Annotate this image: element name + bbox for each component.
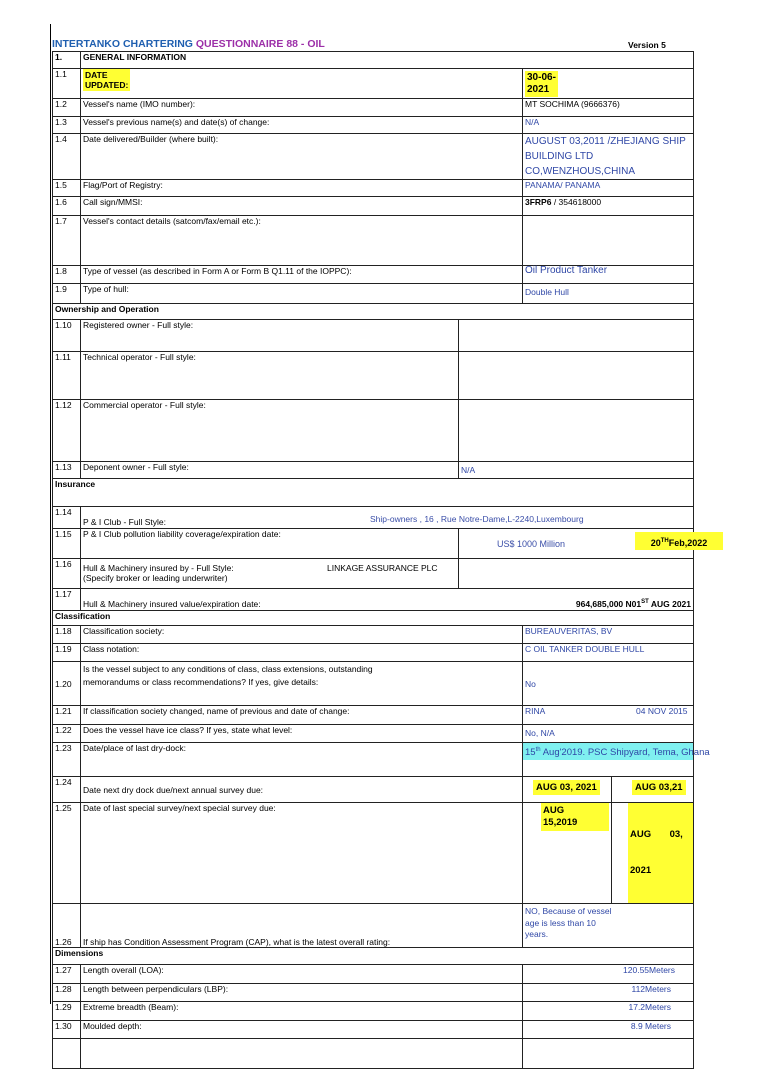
row-1-17 — [53, 589, 694, 611]
expiry-day: 20 — [650, 538, 661, 548]
row-1-22 — [53, 725, 694, 743]
coverage-expiry — [635, 532, 723, 550]
row-label: Flag/Port of Registry: — [81, 180, 523, 197]
section-title: Classification — [53, 611, 694, 626]
hm-expiry-day: 01 — [631, 598, 642, 609]
row-1-30 — [53, 1021, 694, 1039]
drydock-highlight — [523, 743, 710, 760]
coverage-amount: US$ 1000 Million — [497, 539, 566, 549]
row-label: Type of hull: — [81, 284, 523, 304]
registered-owner-value — [459, 320, 694, 352]
next-drydock-date: AUG 03, 2021 — [533, 780, 600, 795]
row-1-13 — [53, 462, 694, 479]
section-dimensions-row — [53, 948, 694, 965]
row-number: 1.9 — [53, 284, 81, 304]
builder-line-2: BUILDING LTD CO,WENZHOUS,CHINA — [525, 151, 635, 177]
technical-operator-value — [459, 352, 694, 400]
row-1-6 — [53, 197, 694, 216]
row-blank — [53, 1039, 694, 1069]
row-number: 1.27 — [53, 965, 81, 984]
beam-value: 17.2Meters — [523, 1002, 694, 1021]
hm-label-line-1: Hull & Machinery insured by - Full Style: — [83, 563, 234, 573]
conditions-label-line-2: memorandums or class recommendations? If yes, give details: — [83, 677, 319, 687]
date-updated-line-1: 30-06- — [527, 72, 556, 83]
row-number — [53, 1039, 81, 1069]
row-number: 1.26 — [53, 904, 81, 948]
cap-line-1: NO, Because of vessel — [525, 906, 612, 916]
builder-line-1: AUGUST 03,2011 /ZHEJIANG SHIP — [525, 136, 686, 147]
row-number: 1.20 — [53, 662, 81, 706]
row-number: 1.29 — [53, 1002, 81, 1021]
pollution-coverage-value — [459, 529, 708, 559]
row-label: Technical operator - Full style: — [81, 352, 459, 400]
pi-club-label: P & I Club - Full Style: — [83, 517, 166, 527]
row-1-23 — [53, 743, 694, 777]
row-1-1 — [53, 69, 694, 99]
section-general-row — [53, 52, 694, 69]
date-label-line-2: UPDATED: — [85, 80, 129, 90]
row-label — [81, 1039, 523, 1069]
cap-rating-value — [523, 904, 694, 948]
row-label: If classification society changed, name of previous and date of change: — [81, 706, 523, 725]
row-number: 1.6 — [53, 197, 81, 216]
document-title — [52, 38, 325, 50]
row-1-16 — [53, 559, 694, 589]
commercial-operator-value — [459, 400, 694, 462]
last-special-survey-highlight — [541, 803, 609, 831]
row-number: 1.2 — [53, 99, 81, 117]
row-number: 1.10 — [53, 320, 81, 352]
hm-insurer-value: LINKAGE ASSURANCE PLC — [327, 563, 438, 573]
row-1-4 — [53, 134, 694, 180]
row-label: Class notation: — [81, 644, 523, 662]
hm-label-line-2: (Specify broker or leading underwriter) — [83, 573, 228, 583]
last-special-survey-value — [523, 803, 612, 904]
vessel-name-value: MT SOCHIMA (9666376) — [523, 99, 694, 117]
left-margin-line — [50, 24, 51, 1004]
row-1-12 — [53, 400, 694, 462]
row-1-28 — [53, 984, 694, 1002]
row-1-15 — [53, 529, 694, 559]
row-number: 1.12 — [53, 400, 81, 462]
row-1-10 — [53, 320, 694, 352]
row-number: 1.14 — [53, 507, 81, 529]
row-number: 1.17 — [53, 589, 81, 611]
conditions-label-line-1: Is the vessel subject to any conditions of class, class extensions, outstanding — [83, 664, 373, 674]
row-label: Date/place of last dry-dock: — [81, 743, 523, 777]
row-1-24 — [53, 777, 694, 803]
row-label — [81, 589, 694, 611]
expiry-month-year: Feb,2022 — [668, 538, 708, 548]
row-number: 1.16 — [53, 559, 81, 589]
row-1-26 — [53, 904, 694, 948]
row-1-7 — [53, 216, 694, 266]
title-part-1: INTERTANKO CHARTERING — [52, 38, 193, 50]
row-label: Vessel's contact details (satcom/fax/email etc.): — [81, 216, 523, 266]
row-number: 1.22 — [53, 725, 81, 743]
section-title: GENERAL INFORMATION — [81, 52, 694, 69]
row-number: 1.7 — [53, 216, 81, 266]
class-notation-value: C OIL TANKER DOUBLE HULL — [523, 644, 694, 662]
next-drydock-value — [523, 777, 612, 803]
row-label: P & I Club pollution liability coverage/expiration date: — [81, 529, 459, 559]
questionnaire-table — [52, 51, 710, 1069]
hm-insured-value: 964,685,000 N — [575, 598, 632, 609]
pi-club-value: Ship-owners , 16 , Rue Notre-Dame,L-2240,Luxembourg — [370, 514, 584, 524]
call-sign: 3FRP6 — [525, 197, 552, 207]
hm-expiry-month-year: AUG 2021 — [648, 598, 692, 609]
row-1-25 — [53, 803, 694, 904]
last-drydock-value — [523, 743, 710, 777]
row-1-27 — [53, 965, 694, 984]
last-survey-line-2: 15,2019 — [543, 817, 578, 828]
row-label: Length overall (LOA): — [81, 965, 523, 984]
version-label: Version 5 — [628, 40, 666, 50]
row-1-19 — [53, 644, 694, 662]
row-label: Date next dry dock due/next annual survey due: — [81, 777, 523, 803]
section-title: Dimensions — [53, 948, 694, 965]
delivered-builder-value — [523, 134, 694, 180]
row-number: 1.1 — [53, 69, 81, 99]
hm-expiry-suffix: ST — [641, 599, 649, 605]
cap-line-2: age is less than 10 — [525, 917, 596, 928]
row-value — [523, 69, 694, 99]
title-part-2: QUESTIONNAIRE 88 - OIL — [195, 38, 325, 50]
row-1-11 — [53, 352, 694, 400]
next-annual-date: AUG 03,21 — [632, 780, 686, 795]
row-number: 1.24 — [53, 777, 81, 803]
row-number: 1.25 — [53, 803, 81, 904]
row-1-21 — [53, 706, 694, 725]
section-title: Insurance — [53, 479, 694, 507]
row-label — [81, 559, 459, 589]
row-1-18 — [53, 626, 694, 644]
row-number: 1.15 — [53, 529, 81, 559]
row-label: Extreme breadth (Beam): — [81, 1002, 523, 1021]
previous-name-value: N/A — [523, 117, 694, 134]
row-number: 1.8 — [53, 266, 81, 284]
deponent-owner-value: N/A — [459, 462, 694, 479]
row-value — [523, 1039, 694, 1069]
row-label: If ship has Condition Assessment Program (CAP), what is the latest overall rating: — [81, 904, 523, 948]
row-number: 1.30 — [53, 1021, 81, 1039]
lbp-value: 112Meters — [523, 984, 694, 1002]
conditions-value: No — [523, 662, 694, 706]
call-sign-value — [523, 197, 694, 216]
class-change-value — [523, 706, 694, 725]
row-label: Does the vessel have ice class? If yes, state what level: — [81, 725, 523, 743]
drydock-suffix: th — [535, 747, 541, 753]
row-number: 1.21 — [53, 706, 81, 725]
next-survey-line-2: 2021 — [630, 865, 652, 876]
row-1-20 — [53, 662, 694, 706]
section-classification-row — [53, 611, 694, 626]
row-number: 1.11 — [53, 352, 81, 400]
hm-insurer-extra — [459, 559, 694, 589]
hm-value-label: Hull & Machinery insured value/expiration date: — [83, 599, 261, 609]
row-label: Length between perpendiculars (LBP): — [81, 984, 523, 1002]
row-number: 1.19 — [53, 644, 81, 662]
row-label: Vessel's name (IMO number): — [81, 99, 523, 117]
row-number: 1.23 — [53, 743, 81, 777]
row-number: 1.4 — [53, 134, 81, 180]
row-label: Type of vessel (as described in Form A or Form B Q1.11 of the IOPPC): — [81, 266, 523, 284]
section-number: 1. — [53, 52, 81, 69]
class-society-value: BUREAUVERITAS, BV — [523, 626, 694, 644]
row-1-2 — [53, 99, 694, 117]
row-1-3 — [53, 117, 694, 134]
flag-value: PANAMA/ PANAMA — [523, 180, 694, 197]
next-special-survey-highlight — [628, 803, 694, 903]
hm-value-value — [576, 597, 691, 609]
section-title: Ownership and Operation — [53, 304, 694, 320]
change-date: 04 NOV 2015 — [636, 706, 688, 716]
mmsi: / 354618000 — [551, 197, 602, 207]
row-number: 1.13 — [53, 462, 81, 479]
drydock-day: 15 — [525, 747, 536, 759]
row-1-8 — [53, 266, 694, 284]
row-number: 1.5 — [53, 180, 81, 197]
row-label: Vessel's previous name(s) and date(s) of change: — [81, 117, 523, 134]
row-label — [81, 69, 523, 99]
row-label: Date delivered/Builder (where built): — [81, 134, 523, 180]
contact-details-value — [523, 216, 694, 266]
row-number: 1.18 — [53, 626, 81, 644]
row-label: Date of last special survey/next special survey due: — [81, 803, 523, 904]
row-label: Call sign/MMSI: — [81, 197, 523, 216]
row-label: Commercial operator - Full style: — [81, 400, 459, 462]
row-label — [81, 662, 523, 706]
row-number: 1.28 — [53, 984, 81, 1002]
row-1-29 — [53, 1002, 694, 1021]
hull-type-value: Double Hull — [523, 284, 694, 304]
section-insurance-row — [53, 479, 694, 507]
vessel-type-value: Oil Product Tanker — [523, 266, 694, 284]
row-1-9 — [53, 284, 694, 304]
row-label: Moulded depth: — [81, 1021, 523, 1039]
row-number: 1.3 — [53, 117, 81, 134]
previous-society: RINA — [525, 706, 546, 716]
next-survey-line-1: AUG 03, — [630, 829, 683, 840]
date-label-line-1: DATE — [85, 70, 108, 80]
next-special-survey-value — [612, 803, 694, 904]
row-1-14 — [53, 507, 694, 529]
row-label: Deponent owner - Full style: — [81, 462, 459, 479]
section-ownership-row — [53, 304, 694, 320]
row-label: Classification society: — [81, 626, 523, 644]
ice-class-value: No, N/A — [523, 725, 694, 743]
last-survey-line-1: AUG — [543, 805, 565, 816]
row-1-5 — [53, 180, 694, 197]
row-label: Registered owner - Full style: — [81, 320, 459, 352]
row-label — [81, 507, 694, 529]
next-annual-value — [612, 777, 694, 803]
loa-value: 120.55Meters — [523, 965, 694, 984]
expiry-day-suffix: TH — [660, 538, 669, 544]
cap-line-3: years. — [525, 929, 549, 939]
drydock-details: Aug'2019. PSC Shipyard, Tema, Ghana — [540, 747, 710, 759]
date-updated-line-2: 2021 — [527, 84, 550, 95]
depth-value: 8.9 Meters — [523, 1021, 694, 1039]
